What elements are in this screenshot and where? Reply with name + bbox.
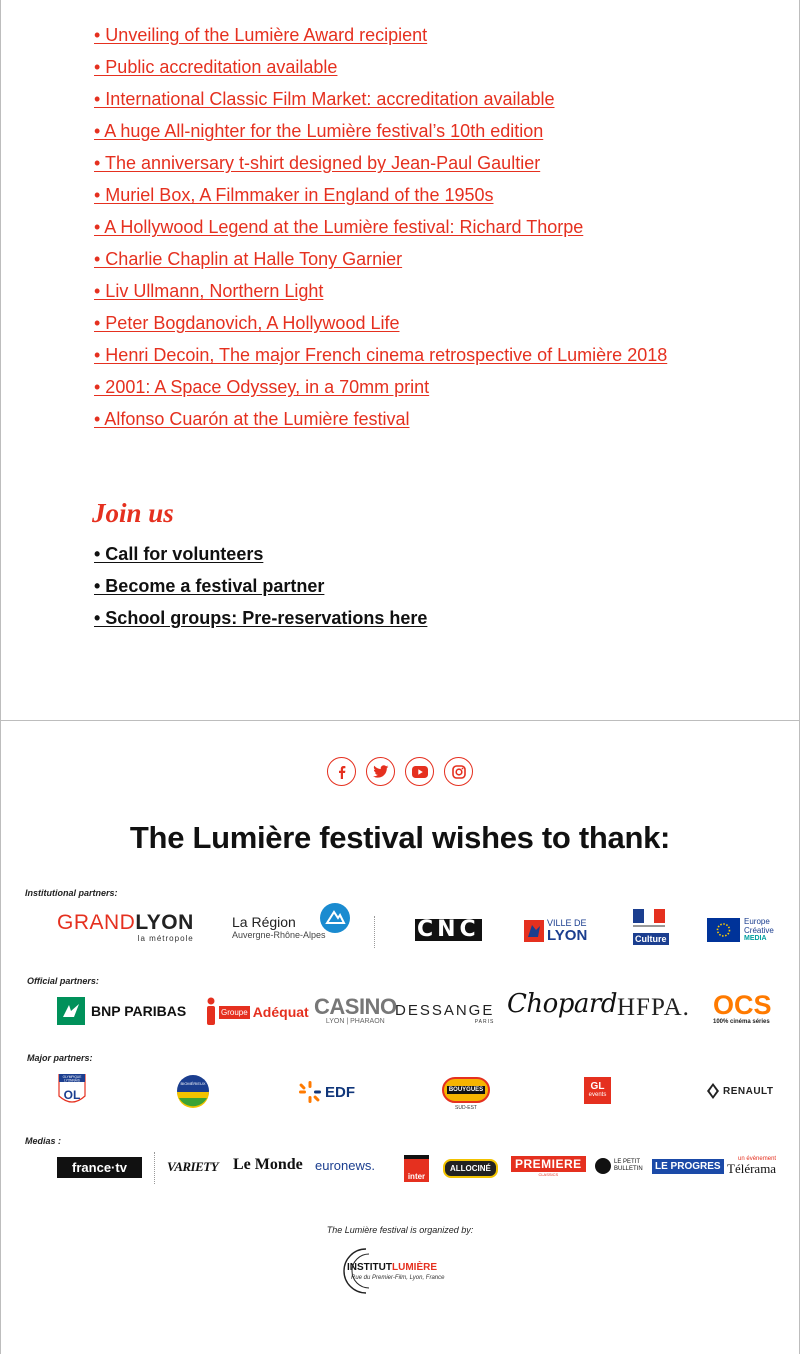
le-progres-logo: LE PROGRES [652,1159,724,1174]
list-item [94,88,667,120]
join-list [94,543,427,639]
section-divider [1,720,799,721]
adequat-figure-icon [205,997,217,1027]
villedelyon-logo: VILLE DE LYON [524,918,587,943]
svg-text:OL: OL [63,1088,81,1102]
list-item [94,543,427,575]
list-item [94,312,667,344]
list-item [94,24,667,56]
official-partners-label: Official partners: [27,976,99,986]
news-link[interactable]: • Unveiling of the Lumière Award recipient [94,25,428,45]
news-link[interactable]: • The anniversary t-shirt designed by Jean-Paul Gaultier [94,153,541,173]
news-link[interactable]: • Charlie Chaplin at Halle Tony Garnier [94,249,403,269]
eu-flag-icon [707,918,740,942]
renault-logo: RENAULT [707,1083,774,1099]
news-link[interactable]: • A Hollywood Legend at the Lumière festival: Richard Thorpe [94,217,584,237]
facebook-icon[interactable] [327,757,356,786]
biomerieux-sphere-icon [176,1074,210,1108]
list-item [94,344,667,376]
institut-lumiere-logo[interactable]: INSTITUTLUMIÈRE Rue du Premier-Film, Lyon, France [339,1246,469,1296]
join-title: Join us [92,498,174,528]
petit-bulletin-dot-icon [595,1158,611,1174]
news-link[interactable]: • 2001: A Space Odyssey, in a 70mm print [94,377,430,397]
marianne-flag-icon [633,909,665,931]
casino-logo: CASINO LYON | PHARAON [314,994,397,1025]
europe-creative-logo: Europe Créative MEDIA [707,917,774,943]
major-partners-label: Major partners: [27,1053,93,1063]
list-item [94,216,667,248]
ocs-logo: OCS 100% cinéma séries [713,990,772,1025]
telerama-logo: un évènement Télérama [727,1156,777,1176]
thanks-title: The Lumière festival wishes to thank: [129,820,671,855]
hfpa-logo: HFPA. [617,994,690,1021]
list-item [94,152,667,184]
list-item [94,575,427,607]
twitter-icon[interactable] [366,757,395,786]
lyon-lion-icon [524,920,544,942]
news-link[interactable]: • Alfonso Cuarón at the Lumière festival [94,409,410,429]
list-item [94,408,667,440]
svg-text:BIOMÉRIEUX: BIOMÉRIEUX [180,1081,206,1086]
organized-by-label: The Lumière festival is organized by: [326,1225,474,1235]
allocine-logo: ALLOCINÉ [443,1159,498,1178]
bnp-paribas-logo: BNP PARIBAS [57,997,186,1025]
volunteers-link[interactable]: • Call for volunteers [94,544,264,564]
premiere-logo: PREMIERE CLASSICS [511,1156,586,1177]
olympique-lyonnais-logo [57,1074,87,1108]
euronews-logo: euronews. [315,1158,375,1173]
svg-text:LYONNAIS: LYONNAIS [64,1078,80,1083]
ol-crest-icon [57,1074,87,1108]
list-item [94,376,667,408]
adequat-logo: Groupe Adéquat [205,997,309,1027]
bnp-stars-icon [57,997,85,1025]
partners-separator [374,916,375,948]
biomerieux-logo [176,1074,210,1108]
news-list [94,24,667,440]
news-link[interactable]: • Peter Bogdanovich, A Hollywood Life [94,313,400,333]
edf-logo: EDF [298,1080,355,1104]
france-inter-logo: inter [404,1155,429,1182]
region-logo: La Région Auvergne-Rhône-Alpes [232,897,350,941]
variety-logo: VARIETY [167,1159,219,1174]
list-item [94,184,667,216]
school-groups-link[interactable]: • School groups: Pre-reservations here [94,608,428,628]
list-item [94,120,667,152]
cnc-logo: CNC [417,917,480,942]
list-item [94,607,427,639]
gl-events-logo: GL events [584,1077,611,1104]
dessange-logo: DESSANGE PARIS [395,1002,495,1025]
petit-bulletin-logo: LE PETIT BULLETIN [595,1158,643,1174]
list-item [94,56,667,88]
news-link[interactable]: • Liv Ullmann, Northern Light [94,281,324,301]
edf-spark-icon [298,1080,322,1104]
partner-link[interactable]: • Become a festival partner [94,576,325,596]
news-link[interactable]: • Muriel Box, A Filmmaker in England of the 1950s [94,185,494,205]
youtube-icon[interactable] [405,757,434,786]
grandlyon-logo: GRANDLYON la métropole [57,911,194,943]
news-link[interactable]: • A huge All-nighter for the Lumière festival’s 10th edition [94,121,544,141]
institutional-partners-label: Institutional partners: [25,888,118,898]
renault-diamond-icon [707,1083,719,1099]
instagram-icon[interactable] [444,757,473,786]
svg-text:OLYMPIQUE: OLYMPIQUE [62,1075,82,1079]
region-mountain-icon [320,903,350,933]
medias-separator [154,1152,155,1184]
news-link[interactable]: • International Classic Film Market: accreditation available [94,89,555,109]
social-bar [1,757,799,786]
list-item [94,280,667,312]
list-item [94,248,667,280]
news-link[interactable]: • Henri Decoin, The major French cinema retrospective of Lumière 2018 [94,345,668,365]
lemonde-logo: Le Monde [233,1156,303,1173]
culture-ministry-logo: Culture [633,909,669,945]
news-link[interactable]: • Public accreditation available [94,57,338,77]
chopard-logo: Chopard [507,989,618,1019]
bouygues-logo: BOUYGUES SUD-EST [442,1077,490,1111]
medias-label: Medias : [25,1136,62,1146]
francetv-logo: france·tv [57,1157,142,1178]
